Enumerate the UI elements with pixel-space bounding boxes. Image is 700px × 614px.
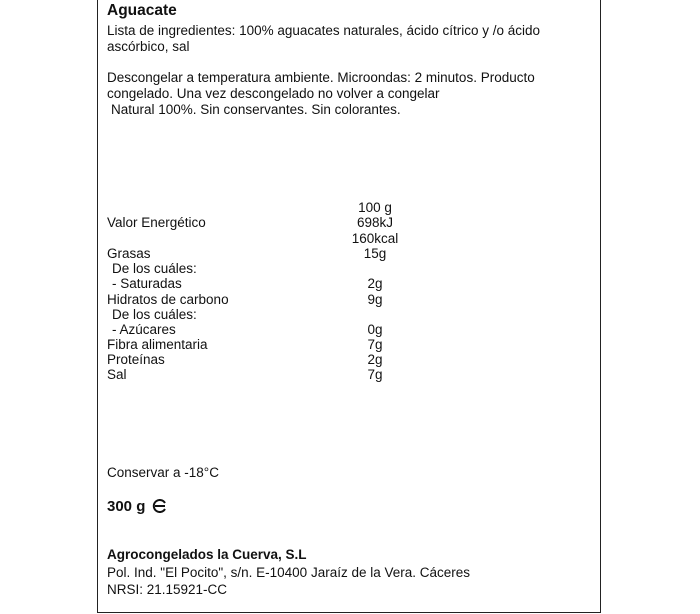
nutrition-row-value: 9g [367,292,383,307]
company-registry: NRSI: 21.15921-CC [107,582,228,597]
nutrition-row-label: - Saturadas [112,276,182,291]
nutrition-row-value: 7g [367,367,383,382]
nutrition-row-label: Sal [107,367,127,382]
ingredients-text: Lista de ingredientes: 100% aguacates naturales, ácido cítrico y /o ácido ascórbico, sal [107,23,541,54]
nutrition-row-value: 15g [363,246,387,261]
nutrition-row-label: Hidratos de carbono [107,292,229,307]
nutrition-row-label: Grasas [107,246,151,261]
nutrition-row-value: 0g [367,322,383,337]
nutrition-row-label: Fibra alimentaria [107,337,208,352]
claims-text: Natural 100%. Sin conservantes. Sin colorantes. [111,102,401,117]
nutrition-row-label: - Azúcares [112,322,176,337]
nutrition-row-label: De los cuáles: [112,307,197,322]
nutrition-row-value: 2g [367,352,383,367]
product-label [97,0,601,613]
nutrition-row-label: Proteínas [107,352,165,367]
nutrition-row-value: 2g [367,276,383,291]
nutrition-header: 100 g [358,200,392,215]
net-weight [107,499,168,514]
company-address: Pol. Ind. "El Pocito", s/n. E-10400 Jaraíz de la Vera. Cáceres [107,565,471,580]
nutrition-row-value: 7g [367,337,383,352]
estimated-sign-icon [152,499,168,513]
product-title: Aguacate [107,2,177,19]
nutrition-row-label: Valor Energético [107,215,206,230]
nutrition-row-value: 698kJ [356,215,394,230]
instructions-line-1: Descongelar a temperatura ambiente. Microondas: 2 minutos. Producto [107,70,535,85]
instructions-line-2: congelado. Una vez descongelado no volver a congelar [107,86,440,101]
company-name: Agrocongelados la Cuerva, S.L [107,547,307,562]
net-weight-value: 300 g [107,498,146,515]
nutrition-row-label: De los cuáles: [112,261,197,276]
nutrition-row-value: 160kcal [351,231,399,246]
storage-text: Conservar a -18°C [107,465,219,480]
